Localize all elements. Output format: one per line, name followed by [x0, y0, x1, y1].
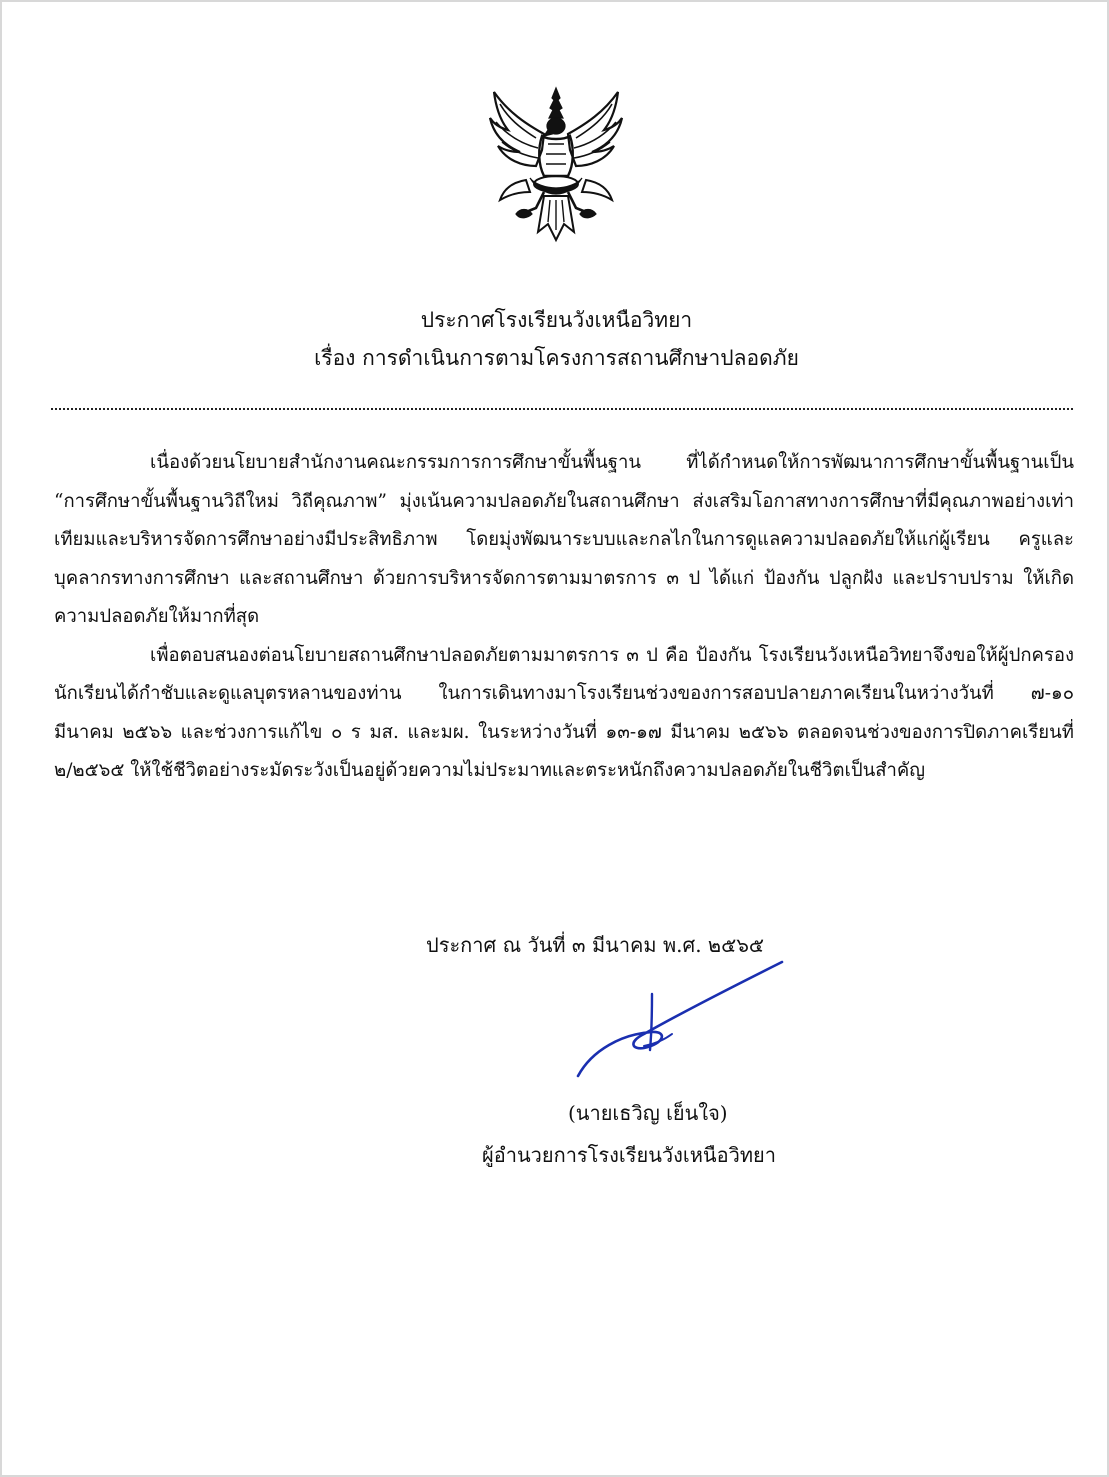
body-paragraph-2: เพื่อตอบสนองต่อนโยบายสถานศึกษาปลอดภัยตามมาตรการ ๓ ป คือ ป้องกัน โรงเรียนวังเหนือวิทยาจึงขอให้ผู้ปกครองนักเรียนได้กำชับและดูแลบุตรหลานของท่าน ในการเดินทางมาโรงเรียนช่วงของการสอบปลายภาคเรียนในหว่างวันที่ ๗-๑๐ มีนาคม ๒๕๖๖ และช่วงการแก้ไข ๐ ร มส. และมผ. ในระหว่างวันที่ ๑๓-๑๗ มีนาคม ๒๕๖๖ ตลอดจนช่วงของการปิดภาคเรียนที่ ๒/๒๕๖๕ ให้ใช้ชีวิตอย่างระมัดระวังเป็นอยู่ด้วยความไม่ประมาทและตระหนักถึงความปลอดภัยในชีวิตเป็นสำคัญ	[54, 644, 1074, 781]
signer-name: (นายเธวิญ เย็นใจ)	[568, 1101, 728, 1125]
announcement-title: ประกาศโรงเรียนวังเหนือวิทยา	[420, 308, 693, 332]
garuda-emblem-icon	[486, 84, 626, 244]
handwritten-signature	[572, 954, 792, 1084]
signer-title: ผู้อำนวยการโรงเรียนวังเหนือวิทยา	[482, 1143, 776, 1167]
announcement-subject: เรื่อง การดำเนินการตามโครงการสถานศึกษาปลอดภัย	[314, 346, 799, 370]
announcement-body	[54, 444, 1074, 791]
dotted-divider	[51, 408, 1073, 410]
announcement-date: ประกาศ ณ วันที่ ๓ มีนาคม พ.ศ. ๒๕๖๕	[426, 933, 765, 957]
body-paragraph-1: เนื่องด้วยนโยบายสำนักงานคณะกรรมการการศึกษาขั้นพื้นฐาน ที่ได้กำหนดให้การพัฒนาการศึกษาขั้นพื้นฐานเป็น “การศึกษาขั้นพื้นฐานวิถีใหม่ วิถีคุณภาพ” มุ่งเน้นความปลอดภัยในสถานศึกษา ส่งเสริมโอกาสทางการศึกษาที่มีคุณภาพอย่างเท่าเทียมและบริหารจัดการศึกษาอย่างมีประสิทธิภาพ โดยมุ่งพัฒนาระบบและกลไกในการดูแลความปลอดภัยให้แก่ผู้เรียน ครูและบุคลากรทางการศึกษา และสถานศึกษา ด้วยการบริหารจัดการตามมาตรการ ๓ ป ได้แก่ ป้องกัน ปลูกฝัง และปราบปราม ให้เกิดความปลอดภัยให้มากที่สุด	[54, 452, 1074, 627]
